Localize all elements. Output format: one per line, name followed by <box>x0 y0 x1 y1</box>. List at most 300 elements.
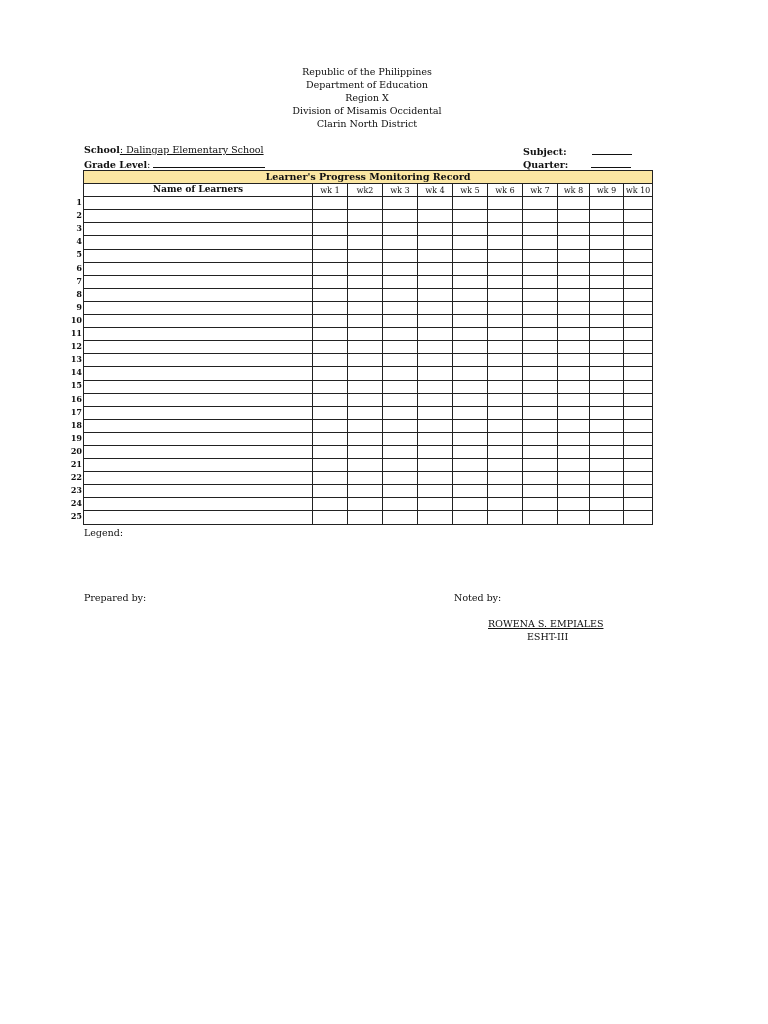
week-score-cell[interactable] <box>383 288 418 301</box>
week-score-cell[interactable] <box>488 210 523 223</box>
week-score-cell[interactable] <box>313 288 348 301</box>
week-score-cell[interactable] <box>488 315 523 328</box>
week-score-cell[interactable] <box>624 354 653 367</box>
week-score-cell[interactable] <box>624 275 653 288</box>
week-score-cell[interactable] <box>488 288 523 301</box>
week-score-cell[interactable] <box>313 223 348 236</box>
week-score-cell[interactable] <box>383 459 418 472</box>
week-score-cell[interactable] <box>624 262 653 275</box>
week-score-cell[interactable] <box>624 210 653 223</box>
week-score-cell[interactable] <box>453 315 488 328</box>
week-score-cell[interactable] <box>418 498 453 511</box>
week-score-cell[interactable] <box>558 432 590 445</box>
week-score-cell[interactable] <box>624 315 653 328</box>
row-number: 18 <box>70 419 82 430</box>
week-score-cell[interactable] <box>348 445 383 458</box>
week-score-cell[interactable] <box>313 472 348 485</box>
week-score-cell[interactable] <box>488 432 523 445</box>
week-score-cell[interactable] <box>453 341 488 354</box>
week-score-cell[interactable] <box>418 354 453 367</box>
week-score-cell[interactable] <box>558 210 590 223</box>
week-score-cell[interactable] <box>488 236 523 249</box>
week-score-cell[interactable] <box>418 341 453 354</box>
week-score-cell[interactable] <box>418 262 453 275</box>
week-score-cell[interactable] <box>523 236 558 249</box>
week-score-cell[interactable] <box>590 498 624 511</box>
week-score-cell[interactable] <box>418 459 453 472</box>
learner-name-cell[interactable] <box>84 432 313 445</box>
week-score-cell[interactable] <box>590 485 624 498</box>
learner-name-cell[interactable] <box>84 511 313 524</box>
week-score-cell[interactable] <box>558 262 590 275</box>
week-score-cell[interactable] <box>523 249 558 262</box>
week-score-cell[interactable] <box>348 432 383 445</box>
week-score-cell[interactable] <box>558 380 590 393</box>
learner-name-cell[interactable] <box>84 197 313 210</box>
week-score-cell[interactable] <box>488 354 523 367</box>
week-score-cell[interactable] <box>453 197 488 210</box>
week-score-cell[interactable] <box>453 380 488 393</box>
table-row <box>84 236 653 249</box>
week-score-cell[interactable] <box>558 406 590 419</box>
week-score-cell[interactable] <box>313 445 348 458</box>
week-score-cell[interactable] <box>488 328 523 341</box>
week-score-cell[interactable] <box>590 511 624 524</box>
week-score-cell[interactable] <box>558 445 590 458</box>
week-score-cell[interactable] <box>453 393 488 406</box>
week-score-cell[interactable] <box>348 459 383 472</box>
week-score-cell[interactable] <box>590 367 624 380</box>
week-score-cell[interactable] <box>383 210 418 223</box>
week-score-cell[interactable] <box>488 511 523 524</box>
week-score-cell[interactable] <box>558 275 590 288</box>
week-score-cell[interactable] <box>523 472 558 485</box>
week-score-cell[interactable] <box>624 380 653 393</box>
learner-name-cell[interactable] <box>84 419 313 432</box>
week-score-cell[interactable] <box>313 249 348 262</box>
learner-name-cell[interactable] <box>84 354 313 367</box>
week-score-cell[interactable] <box>383 315 418 328</box>
table-row <box>84 275 653 288</box>
week-score-cell[interactable] <box>558 459 590 472</box>
week-score-cell[interactable] <box>313 197 348 210</box>
week-score-cell[interactable] <box>348 380 383 393</box>
week-score-cell[interactable] <box>453 459 488 472</box>
week-score-cell[interactable] <box>313 511 348 524</box>
week-score-cell[interactable] <box>313 485 348 498</box>
week-score-cell[interactable] <box>558 197 590 210</box>
week-score-cell[interactable] <box>313 419 348 432</box>
row-number: 1 <box>76 197 82 207</box>
week-score-cell[interactable] <box>418 419 453 432</box>
week-score-cell[interactable] <box>453 328 488 341</box>
learner-name-cell[interactable] <box>84 367 313 380</box>
week-score-cell[interactable] <box>453 498 488 511</box>
week-score-cell[interactable] <box>488 262 523 275</box>
week-score-cell[interactable] <box>418 288 453 301</box>
week-score-cell[interactable] <box>453 419 488 432</box>
week-score-cell[interactable] <box>383 249 418 262</box>
week-score-cell[interactable] <box>348 472 383 485</box>
week-score-cell[interactable] <box>523 393 558 406</box>
week-score-cell[interactable] <box>383 328 418 341</box>
learner-name-cell[interactable] <box>84 262 313 275</box>
learner-name-cell[interactable] <box>84 459 313 472</box>
week-score-cell[interactable] <box>453 301 488 314</box>
week-score-cell[interactable] <box>383 223 418 236</box>
week-score-cell[interactable] <box>624 223 653 236</box>
week-score-cell[interactable] <box>313 432 348 445</box>
week-score-cell[interactable] <box>348 354 383 367</box>
learner-name-cell[interactable] <box>84 315 313 328</box>
week-score-cell[interactable] <box>558 472 590 485</box>
week-score-cell[interactable] <box>418 301 453 314</box>
week-score-cell[interactable] <box>348 341 383 354</box>
week-score-cell[interactable] <box>523 445 558 458</box>
row-number: 9 <box>76 301 82 312</box>
week-score-cell[interactable] <box>313 328 348 341</box>
week-score-cell[interactable] <box>418 249 453 262</box>
week-score-cell[interactable] <box>453 367 488 380</box>
week-score-cell[interactable] <box>383 275 418 288</box>
week-score-cell[interactable] <box>418 315 453 328</box>
week-score-cell[interactable] <box>523 432 558 445</box>
week-score-cell[interactable] <box>558 485 590 498</box>
week-score-cell[interactable] <box>590 262 624 275</box>
week-score-cell[interactable] <box>624 249 653 262</box>
week-score-cell[interactable] <box>624 511 653 524</box>
week-score-cell[interactable] <box>624 328 653 341</box>
week-score-cell[interactable] <box>383 262 418 275</box>
week-score-cell[interactable] <box>624 459 653 472</box>
week-score-cell[interactable] <box>383 472 418 485</box>
week-score-cell[interactable] <box>624 472 653 485</box>
week-score-cell[interactable] <box>523 275 558 288</box>
row-number: 11 <box>70 328 82 338</box>
week-score-cell[interactable] <box>558 315 590 328</box>
learner-name-cell[interactable] <box>84 498 313 511</box>
week-score-cell[interactable] <box>558 236 590 249</box>
week-score-cell[interactable] <box>348 210 383 223</box>
week-score-cell[interactable] <box>558 223 590 236</box>
week-score-cell[interactable] <box>383 432 418 445</box>
week-score-cell[interactable] <box>624 406 653 419</box>
learner-name-cell[interactable] <box>84 341 313 354</box>
week-score-cell[interactable] <box>348 367 383 380</box>
week-score-cell[interactable] <box>523 419 558 432</box>
week-score-cell[interactable] <box>590 197 624 210</box>
week-score-cell[interactable] <box>453 445 488 458</box>
week-score-cell[interactable] <box>523 301 558 314</box>
week-score-cell[interactable] <box>313 275 348 288</box>
week-score-cell[interactable] <box>488 249 523 262</box>
week-score-cell[interactable] <box>590 249 624 262</box>
week-score-cell[interactable] <box>313 262 348 275</box>
week-score-cell[interactable] <box>453 223 488 236</box>
learner-name-cell[interactable] <box>84 472 313 485</box>
week-score-cell[interactable] <box>590 445 624 458</box>
week-score-cell[interactable] <box>383 354 418 367</box>
week-score-cell[interactable] <box>348 275 383 288</box>
learner-name-cell[interactable] <box>84 275 313 288</box>
week-score-cell[interactable] <box>590 315 624 328</box>
week-score-cell[interactable] <box>348 301 383 314</box>
week-score-cell[interactable] <box>453 354 488 367</box>
week-score-cell[interactable] <box>523 380 558 393</box>
week-score-cell[interactable] <box>558 498 590 511</box>
week-score-cell[interactable] <box>590 472 624 485</box>
column-header-week: wk 4 <box>418 184 453 197</box>
week-score-cell[interactable] <box>523 315 558 328</box>
week-score-cell[interactable] <box>383 445 418 458</box>
week-score-cell[interactable] <box>313 406 348 419</box>
week-score-cell[interactable] <box>624 197 653 210</box>
week-score-cell[interactable] <box>348 236 383 249</box>
week-score-cell[interactable] <box>523 511 558 524</box>
week-score-cell[interactable] <box>558 393 590 406</box>
week-score-cell[interactable] <box>383 406 418 419</box>
week-score-cell[interactable] <box>488 275 523 288</box>
learner-name-cell[interactable] <box>84 236 313 249</box>
week-score-cell[interactable] <box>453 210 488 223</box>
week-score-cell[interactable] <box>558 301 590 314</box>
week-score-cell[interactable] <box>383 419 418 432</box>
week-score-cell[interactable] <box>348 288 383 301</box>
week-score-cell[interactable] <box>558 419 590 432</box>
week-score-cell[interactable] <box>453 288 488 301</box>
week-score-cell[interactable] <box>488 459 523 472</box>
week-score-cell[interactable] <box>418 367 453 380</box>
learner-name-cell[interactable] <box>84 210 313 223</box>
week-score-cell[interactable] <box>590 275 624 288</box>
week-score-cell[interactable] <box>523 498 558 511</box>
learner-name-cell[interactable] <box>84 485 313 498</box>
week-score-cell[interactable] <box>383 511 418 524</box>
week-score-cell[interactable] <box>624 445 653 458</box>
week-score-cell[interactable] <box>590 380 624 393</box>
week-score-cell[interactable] <box>558 367 590 380</box>
learner-name-cell[interactable] <box>84 328 313 341</box>
week-score-cell[interactable] <box>624 432 653 445</box>
week-score-cell[interactable] <box>523 459 558 472</box>
learner-name-cell[interactable] <box>84 249 313 262</box>
week-score-cell[interactable] <box>523 341 558 354</box>
week-score-cell[interactable] <box>488 406 523 419</box>
week-score-cell[interactable] <box>488 367 523 380</box>
week-score-cell[interactable] <box>590 459 624 472</box>
week-score-cell[interactable] <box>488 380 523 393</box>
subject-blank[interactable] <box>592 145 632 155</box>
row-number: 16 <box>70 393 82 404</box>
week-score-cell[interactable] <box>590 432 624 445</box>
week-score-cell[interactable] <box>418 236 453 249</box>
week-score-cell[interactable] <box>590 236 624 249</box>
week-score-cell[interactable] <box>453 406 488 419</box>
week-score-cell[interactable] <box>418 472 453 485</box>
week-score-cell[interactable] <box>488 301 523 314</box>
week-score-cell[interactable] <box>558 288 590 301</box>
week-score-cell[interactable] <box>624 485 653 498</box>
week-score-cell[interactable] <box>453 511 488 524</box>
subject-field <box>523 145 632 159</box>
week-score-cell[interactable] <box>348 511 383 524</box>
week-score-cell[interactable] <box>590 328 624 341</box>
week-score-cell[interactable] <box>488 419 523 432</box>
header-line-district: Clarin North District <box>316 119 418 130</box>
week-score-cell[interactable] <box>418 328 453 341</box>
week-score-cell[interactable] <box>523 367 558 380</box>
week-score-cell[interactable] <box>348 262 383 275</box>
week-score-cell[interactable] <box>453 249 488 262</box>
week-score-cell[interactable] <box>558 249 590 262</box>
week-score-cell[interactable] <box>488 341 523 354</box>
week-score-cell[interactable] <box>313 341 348 354</box>
week-score-cell[interactable] <box>558 354 590 367</box>
week-score-cell[interactable] <box>453 275 488 288</box>
week-score-cell[interactable] <box>313 498 348 511</box>
week-score-cell[interactable] <box>558 341 590 354</box>
week-score-cell[interactable] <box>488 472 523 485</box>
week-score-cell[interactable] <box>590 406 624 419</box>
week-score-cell[interactable] <box>313 210 348 223</box>
week-score-cell[interactable] <box>383 498 418 511</box>
week-score-cell[interactable] <box>523 262 558 275</box>
week-score-cell[interactable] <box>453 262 488 275</box>
week-score-cell[interactable] <box>313 380 348 393</box>
week-score-cell[interactable] <box>418 485 453 498</box>
week-score-cell[interactable] <box>418 223 453 236</box>
week-score-cell[interactable] <box>313 354 348 367</box>
row-number: 2 <box>76 210 82 221</box>
week-score-cell[interactable] <box>624 393 653 406</box>
week-score-cell[interactable] <box>624 236 653 249</box>
learner-name-cell[interactable] <box>84 288 313 301</box>
table-row <box>84 354 653 367</box>
grade-level-separator: : <box>147 160 151 171</box>
week-score-cell[interactable] <box>348 197 383 210</box>
week-score-cell[interactable] <box>488 498 523 511</box>
row-number: 22 <box>70 472 82 483</box>
week-score-cell[interactable] <box>313 315 348 328</box>
learner-name-cell[interactable] <box>84 301 313 314</box>
week-score-cell[interactable] <box>624 301 653 314</box>
week-score-cell[interactable] <box>624 419 653 432</box>
week-score-cell[interactable] <box>624 498 653 511</box>
week-score-cell[interactable] <box>348 485 383 498</box>
week-score-cell[interactable] <box>590 223 624 236</box>
week-score-cell[interactable] <box>348 498 383 511</box>
learner-name-cell[interactable] <box>84 380 313 393</box>
week-score-cell[interactable] <box>313 301 348 314</box>
week-score-cell[interactable] <box>383 393 418 406</box>
week-score-cell[interactable] <box>418 275 453 288</box>
week-score-cell[interactable] <box>383 485 418 498</box>
week-score-cell[interactable] <box>488 223 523 236</box>
week-score-cell[interactable] <box>590 210 624 223</box>
week-score-cell[interactable] <box>383 341 418 354</box>
week-score-cell[interactable] <box>590 393 624 406</box>
week-score-cell[interactable] <box>348 249 383 262</box>
week-score-cell[interactable] <box>418 406 453 419</box>
week-score-cell[interactable] <box>523 406 558 419</box>
week-score-cell[interactable] <box>523 223 558 236</box>
week-score-cell[interactable] <box>383 301 418 314</box>
week-score-cell[interactable] <box>348 223 383 236</box>
column-header-week: wk 3 <box>383 184 418 197</box>
week-score-cell[interactable] <box>418 210 453 223</box>
week-score-cell[interactable] <box>523 485 558 498</box>
week-score-cell[interactable] <box>590 419 624 432</box>
week-score-cell[interactable] <box>453 485 488 498</box>
week-score-cell[interactable] <box>313 459 348 472</box>
week-score-cell[interactable] <box>523 197 558 210</box>
document-header <box>0 66 734 131</box>
learner-name-cell[interactable] <box>84 393 313 406</box>
week-score-cell[interactable] <box>383 380 418 393</box>
week-score-cell[interactable] <box>418 197 453 210</box>
table-row <box>84 419 653 432</box>
week-score-cell[interactable] <box>418 393 453 406</box>
learner-name-cell[interactable] <box>84 223 313 236</box>
week-score-cell[interactable] <box>590 301 624 314</box>
progress-monitoring-table <box>83 170 653 525</box>
week-score-cell[interactable] <box>523 354 558 367</box>
week-score-cell[interactable] <box>453 432 488 445</box>
week-score-cell[interactable] <box>383 197 418 210</box>
week-score-cell[interactable] <box>418 380 453 393</box>
week-score-cell[interactable] <box>383 367 418 380</box>
quarter-blank[interactable] <box>591 158 631 168</box>
week-score-cell[interactable] <box>590 354 624 367</box>
row-number: 19 <box>70 432 82 443</box>
noted-by-label: Noted by: <box>454 593 502 604</box>
week-score-cell[interactable] <box>558 511 590 524</box>
learner-name-cell[interactable] <box>84 406 313 419</box>
week-score-cell[interactable] <box>348 315 383 328</box>
week-score-cell[interactable] <box>624 288 653 301</box>
week-score-cell[interactable] <box>348 393 383 406</box>
row-number: 15 <box>70 380 82 391</box>
week-score-cell[interactable] <box>624 367 653 380</box>
week-score-cell[interactable] <box>488 197 523 210</box>
week-score-cell[interactable] <box>453 472 488 485</box>
week-score-cell[interactable] <box>523 288 558 301</box>
learner-name-cell[interactable] <box>84 445 313 458</box>
week-score-cell[interactable] <box>523 328 558 341</box>
week-score-cell[interactable] <box>418 445 453 458</box>
grade-level-label: Grade Level <box>84 160 148 171</box>
week-score-cell[interactable] <box>590 288 624 301</box>
week-score-cell[interactable] <box>313 367 348 380</box>
week-score-cell[interactable] <box>624 341 653 354</box>
week-score-cell[interactable] <box>418 511 453 524</box>
week-score-cell[interactable] <box>348 419 383 432</box>
week-score-cell[interactable] <box>558 328 590 341</box>
week-score-cell[interactable] <box>523 210 558 223</box>
week-score-cell[interactable] <box>590 341 624 354</box>
week-score-cell[interactable] <box>348 328 383 341</box>
week-score-cell[interactable] <box>488 393 523 406</box>
week-score-cell[interactable] <box>383 236 418 249</box>
week-score-cell[interactable] <box>313 393 348 406</box>
week-score-cell[interactable] <box>488 445 523 458</box>
week-score-cell[interactable] <box>453 236 488 249</box>
week-score-cell[interactable] <box>348 406 383 419</box>
week-score-cell[interactable] <box>313 236 348 249</box>
grade-level-blank[interactable] <box>153 158 265 168</box>
week-score-cell[interactable] <box>418 432 453 445</box>
week-score-cell[interactable] <box>488 485 523 498</box>
